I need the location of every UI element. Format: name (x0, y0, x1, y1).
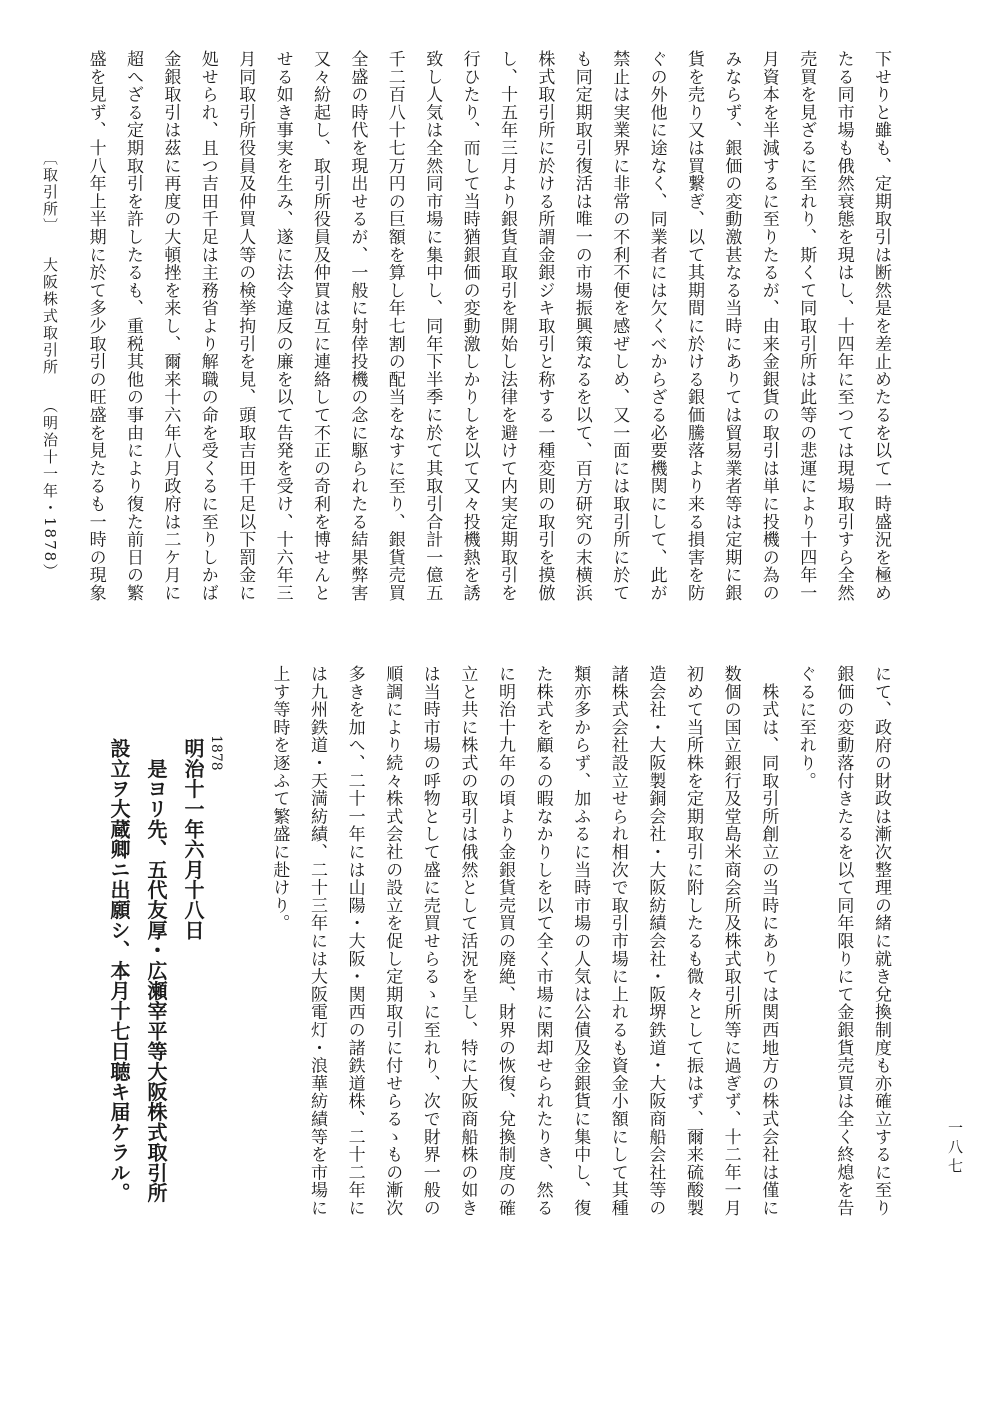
text-line: も同定期取引復活は唯一の市場振興策なるを以て、百方研究の末横浜 (571, 50, 592, 602)
text-line: 下せりと雖も、定期取引は断然是を差止めたるを以て一時盛況を極め (871, 50, 891, 602)
text-line: 行ひたり、而して当時猶銀価の変動激しかりしを以て又々投機熱を誘 (459, 50, 480, 602)
text-line: せる如き事実を生み、遂に法令違反の廉を以て告発を受け、十六年三 (272, 50, 293, 602)
text-line: 多きを加へ、二十一年には山陽・大阪・関西の諸鉄道株、二十二年に (344, 665, 365, 1217)
text-line: 株式は、同取引所創立の当時にありては関西地方の株式会社は僅に (758, 665, 779, 1217)
page-number: 一八七 (946, 1120, 964, 1177)
text-line: 致し人気は全然同市場に集中し、同年下半季に於て其取引合計一億五 (422, 50, 443, 602)
entry-line: 是ヨリ先、五代友厚・広瀬宰平等大阪株式取引所 (144, 738, 168, 1203)
header-title: 大阪株式取引所 (41, 257, 59, 376)
text-line: 処せられ、且つ吉田千足は主務省より解職の命を受くるに至りしかば (197, 50, 218, 602)
text-line: 月資本を半減するに至りたるが、由来金銀貨の取引は単に投機の為の (758, 50, 779, 602)
text-line: にて、政府の財政は漸次整理の緒に就き兌換制度も亦確立するに至り (871, 665, 891, 1217)
text-line: 立と共に株式の取引は俄然として活況を呈し、特に大阪商船株の如き (457, 665, 478, 1217)
text-line: は九州鉄道・天満紡績、二十三年には大阪電灯・浪華紡績等を市場に (307, 665, 327, 1217)
text-line: 類亦多からず、加ふるに当時市場の人気は公債及金銀貨に集中し、復 (570, 665, 591, 1217)
header-date: （明治十一年・1878） (41, 398, 59, 581)
text-line: 貨を売り又は買繋ぎ、以て其期間に於ける銀価騰落より来る損害を防 (684, 50, 704, 602)
text-line: 超へざる定期取引を許したるも、重税其他の事由により復た前日の繁 (123, 50, 143, 602)
text-line: 銀価の変動落付きたるを以て同年限りにて金銀貨売買は全く終熄を告 (833, 665, 854, 1217)
text-line: は当時市場の呼物として盛に売買せらるゝに至れり、次で財界一般の (419, 665, 440, 1217)
running-header (42, 150, 57, 580)
text-line: 禁止は実業界に非常の不利不便を感ぜしめ、又一面には取引所に於て (609, 50, 630, 602)
text-line: 金銀取引は茲に再度の大頓挫を来し、爾来十六年八月政府は二ケ月に (160, 50, 181, 602)
entry-line: 明治十一年六月十八日 (181, 738, 205, 940)
text-line: 順調により続々株式会社の設立を促し定期取引に付せらるゝもの漸次 (382, 665, 403, 1217)
text-line: 売買を見ざるに至れり、斯くて同取引所は此等の悲運により十四年一 (796, 50, 817, 602)
text-line: 上す等時を逐ふて繁盛に赴けり。 (269, 665, 290, 932)
text-line: 造会社・大阪製銅会社・大阪紡績会社・阪堺鉄道・大阪商船会社等の (645, 665, 666, 1217)
text-line: 盛を見ず、十八年上半期に於て多少取引の旺盛を見たるも一時の現象 (85, 50, 106, 602)
header-category: 〔取引所〕 (41, 150, 59, 235)
text-line: に明治十九年の頃より金銀貨売買の廃絶、財界の恢復、兌換制度の確 (495, 665, 515, 1217)
entry-line: 設立ヲ大蔵卿ニ出願シ、本月十七日聴キ届ケラル。 (107, 738, 131, 1203)
text-line: た株式を顧るの暇なかりしを以て全く市場に閑却せられたりき、然る (532, 665, 553, 1217)
text-line: 全盛の時代を現出せるが、一般に射倖投機の念に駆られたる結果弊害 (347, 50, 368, 602)
text-line: ぐの外他に途なく、同業者には欠くべからざる必要機関にして、此が (646, 50, 667, 602)
text-line: ぐるに至れり。 (795, 665, 816, 790)
text-line: 初めて当所株を定期取引に附したるも微々として振はず、爾来硫酸製 (683, 665, 703, 1217)
text-line: 数個の国立銀行及堂島米商会所及株式取引所等に過ぎず、十二年一月 (720, 665, 741, 1217)
text-line: 月同取引所役員及仲買人等の検挙拘引を見、頭取吉田千足以下罰金に (235, 50, 256, 602)
text-line: 千二百八十七万円の巨額を算し年七割の配当をなすに至り、銀貨売買 (384, 50, 405, 602)
text-line: たる同市場も俄然衰態を現はし、十四年に至つては現場取引すら全然 (833, 50, 854, 602)
text-line: し、十五年三月より銀貨直取引を開始し法律を避けて内実定期取引を (497, 50, 517, 602)
entry-year: 1878 (208, 735, 224, 771)
text-line: みならず、銀価の変動激甚なる当時にありては貿易業者等は定期に銀 (721, 50, 742, 602)
text-line: 又々紛起し、取引所役員及仲買は互に連絡して不正の奇利を博せんと (310, 50, 330, 602)
text-line: 諸株式会社設立せられ相次で取引市場に上れるも資金小額にして其種 (607, 665, 628, 1217)
text-line: 株式取引所に於ける所謂金銀ジキ取引と称する一種変則の取引を摸倣 (534, 50, 555, 602)
